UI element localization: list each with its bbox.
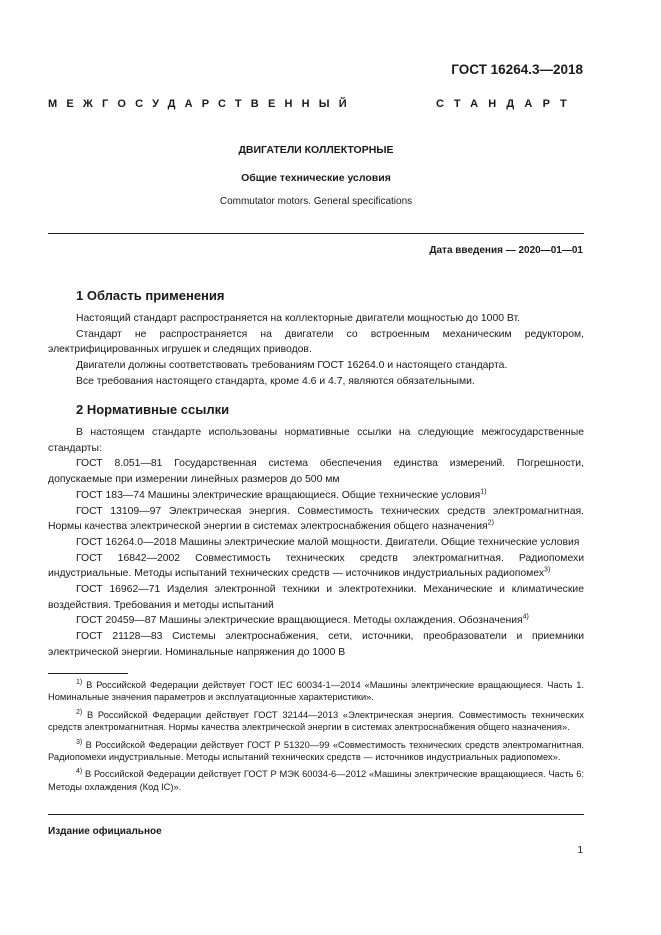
edition-label: Издание официальное xyxy=(48,826,162,837)
footnote-number: 1) xyxy=(76,678,83,686)
standard-code: ГОСТ 16264.3—2018 xyxy=(451,62,583,77)
reference-item: ГОСТ 16842—2002 Совместимость технических средств электромагнитная. Радиопомехи индустриальные. Методы испытаний технических средств — источников индустриальных радиопомех$^{3)}$ xyxy=(48,552,584,580)
section-heading-scope: 1 Область применения xyxy=(76,288,225,303)
scope-paragraph: Настоящий стандарт распространяется на коллекторные двигатели мощностью до 1000 Вт. xyxy=(76,313,520,324)
document-title: ДВИГАТЕЛИ КОЛЛЕКТОРНЫЕ xyxy=(238,144,394,156)
footnote-mark[interactable]: 4) xyxy=(522,613,529,621)
footnote-number: 3) xyxy=(76,738,83,746)
standard-type-banner xyxy=(48,98,584,110)
footnote-separator xyxy=(48,673,128,674)
scope-paragraph: Стандарт не распространяется на двигатели со встроенным механическим редуктором, электрифицированных игрушек и следящих приводов. xyxy=(48,328,584,356)
footnote-item: $^{1)}$ В Российской Федерации действует ГОСТ IEC 60034-1—2014 «Машины электрические вращающиеся. Часть 1. Номинальные значения параметров и эксплуатационные характеристики». xyxy=(48,678,584,703)
banner-word-standard: СТАНДАРТ xyxy=(436,98,577,110)
page-number: 1 xyxy=(577,845,583,856)
footnote-number: 4) xyxy=(76,768,83,776)
footnote-item: $^{3)}$ В Российской Федерации действует ГОСТ Р 51320—99 «Совместимость технических средств электромагнитная. Радиопомехи индустриальные. Методы испытаний технических средств — источников индустриальных радиопомех». xyxy=(48,738,584,763)
footnote-item: $^{2)}$ В Российской Федерации действует ГОСТ 32144—2013 «Электрическая энергия. Совместимость технических средств электромагнитная. Нормы качества электрической энергии в системах электроснабжения общего назначения». xyxy=(48,708,584,733)
footnote-number: 2) xyxy=(76,708,83,716)
section-heading-references: 2 Нормативные ссылки xyxy=(76,402,230,417)
introduction-date: Дата введения — 2020—01—01 xyxy=(429,245,583,256)
footnote-mark[interactable]: 3) xyxy=(544,566,551,574)
english-title: Commutator motors. General specifications xyxy=(219,196,413,207)
scope-paragraph: Двигатели должны соответствовать требованиям ГОСТ 16264.0 и настоящего стандарта. xyxy=(76,360,508,372)
document-subtitle: Общие технические условия xyxy=(241,172,391,184)
banner-word-interstate: МЕЖГОСУДАРСТВЕННЫЙ xyxy=(48,98,356,110)
reference-item: ГОСТ 183—74 Машины электрические вращающиеся. Общие технические условия$^{1)}$ xyxy=(76,488,487,501)
footer-divider xyxy=(48,814,584,815)
scope-paragraph: Все требования настоящего стандарта, кроме 4.6 и 4.7, являются обязательными. xyxy=(76,375,475,387)
section-scope xyxy=(48,288,584,390)
reference-item: ГОСТ 13109—97 Электрическая энергия. Совместимость технических средств электромагнитная. Нормы качества электрической энергии в системах электроснабжения общего назначения$^{2)}$ xyxy=(48,505,584,533)
reference-item: ГОСТ 8.051—81 Государственная система обеспечения единства измерений. Погрешности, допускаемые при измерении линейных размеров до 500 мм xyxy=(48,458,584,486)
references-intro: В настоящем стандарте использованы нормативные ссылки на следующие межгосударственные стандарты: xyxy=(48,427,584,454)
footnote-mark[interactable]: 1) xyxy=(480,488,487,496)
footnote-mark[interactable]: 2) xyxy=(487,519,494,527)
footnotes xyxy=(48,679,584,798)
reference-item: ГОСТ 21128—83 Системы электроснабжения, сети, источники, преобразователи и приемники электрической энергии. Номинальные напряжения до 1000 В xyxy=(48,631,584,658)
footnote-item: $^{4)}$ В Российской Федерации действует ГОСТ Р МЭК 60034-6—2012 «Машины электрические вращающиеся. Часть 6: Методы охлаждения (Код IC)». xyxy=(48,768,584,792)
reference-item: ГОСТ 20459—87 Машины электрические вращающиеся. Методы охлаждения. Обозначения$^{4)}$ xyxy=(76,613,529,627)
title-divider xyxy=(48,233,584,234)
reference-item: ГОСТ 16264.0—2018 Машины электрические малой мощности. Двигатели. Общие технические условия xyxy=(76,536,580,548)
section-normative-references xyxy=(48,402,584,661)
reference-item: ГОСТ 16962—71 Изделия электронной техники и электротехники. Механические и климатические воздействия. Требования и методы испытаний xyxy=(48,584,584,611)
